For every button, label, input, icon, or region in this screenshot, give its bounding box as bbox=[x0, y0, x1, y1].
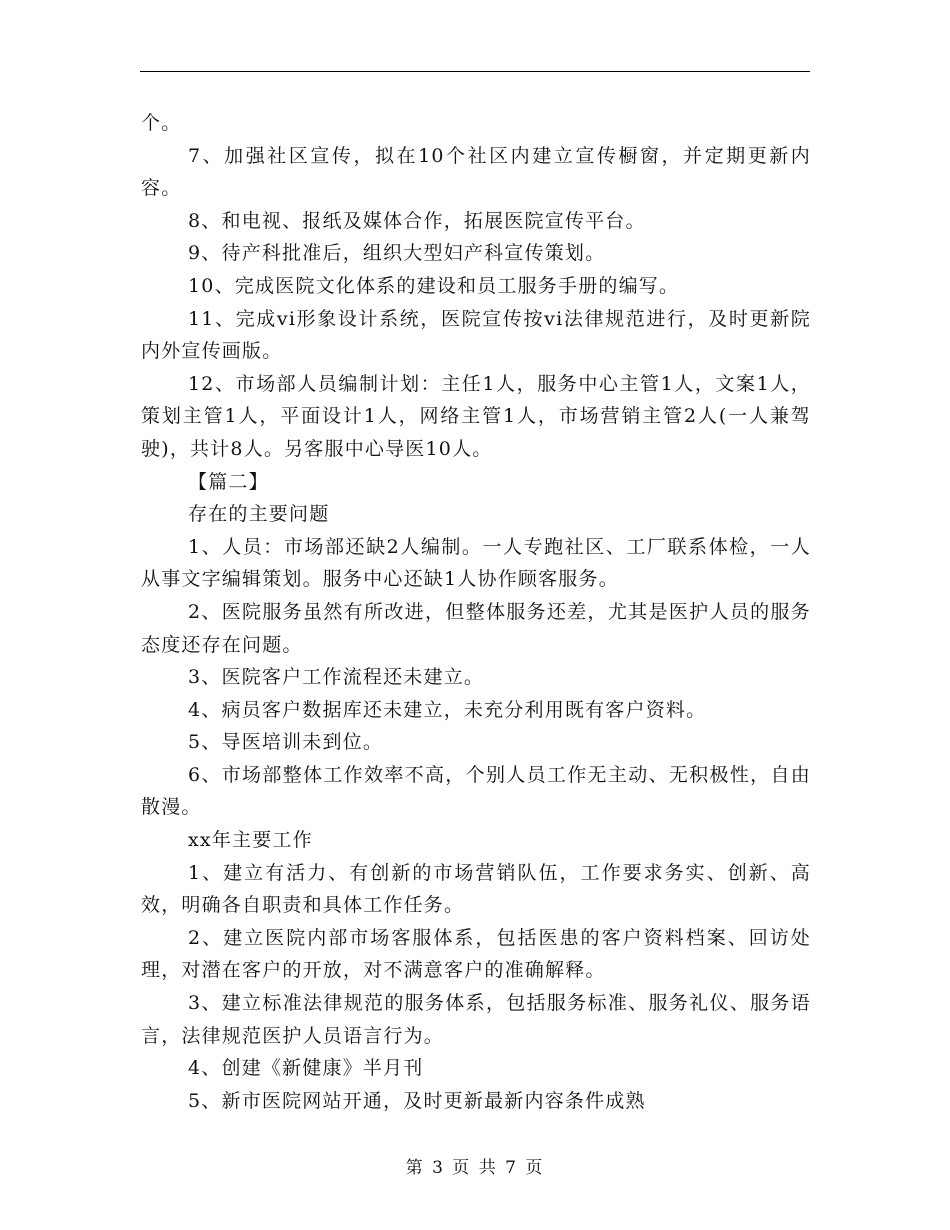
section-heading: 【篇二】 bbox=[188, 470, 269, 493]
page-number: 第 3 页 共 7 页 bbox=[405, 1158, 545, 1178]
subsection-heading: xx年主要工作 bbox=[188, 829, 313, 852]
paragraph: 1、人员：市场部还缺2人编制。一人专跑社区、工厂联系体检，一人从事文字编辑策划。服务中心还缺1人协作顾客服务。 bbox=[141, 535, 811, 591]
paragraph: 2、医院服务虽然有所改进，但整体服务还差，尤其是医护人员的服务态度还存在问题。 bbox=[141, 600, 811, 656]
paragraph: 个。 bbox=[141, 112, 182, 134]
header-rule bbox=[140, 71, 810, 72]
document-body bbox=[141, 107, 811, 1117]
paragraph: 4、创建《新健康》半月刊 bbox=[188, 1057, 424, 1080]
paragraph: 8、和电视、报纸及媒体合作，拓展医院宣传平台。 bbox=[188, 209, 646, 232]
paragraph: 1、建立有活力、有创新的市场营销队伍，工作要求务实、创新、高效，明确各自职责和具体工作任务。 bbox=[141, 861, 811, 917]
paragraph: 5、新市医院网站开通，及时更新最新内容条件成熟 bbox=[188, 1089, 646, 1112]
paragraph: 4、病员客户数据库还未建立，未充分利用既有客户资料。 bbox=[188, 698, 707, 721]
paragraph: 9、待产科批准后，组织大型妇产科宣传策划。 bbox=[188, 242, 606, 265]
paragraph: 6、市场部整体工作效率不高，个别人员工作无主动、无积极性，自由散漫。 bbox=[141, 763, 811, 819]
paragraph: 10、完成医院文化体系的建设和员工服务手册的编写。 bbox=[188, 274, 680, 297]
paragraph: 12、市场部人员编制计划：主任1人，服务中心主管1人，文案1人，策划主管1人，平面设计1人，网络主管1人，市场营销主管2人(一人兼驾驶)，共计8人。另客服中心导医10人。 bbox=[141, 372, 811, 460]
paragraph: 2、建立医院内部市场客服体系，包括医患的客户资料档案、回访处理，对潜在客户的开放，对不满意客户的准确解释。 bbox=[141, 926, 811, 982]
paragraph: 5、导医培训未到位。 bbox=[188, 731, 384, 754]
paragraph: 11、完成vi形象设计系统，医院宣传按vi法律规范进行，及时更新院内外宣传画版。 bbox=[141, 307, 811, 363]
page-footer bbox=[0, 1153, 950, 1178]
subsection-heading: 存在的主要问题 bbox=[188, 503, 330, 526]
paragraph: 3、建立标准法律规范的服务体系，包括服务标准、服务礼仪、服务语言，法律规范医护人员语言行为。 bbox=[141, 992, 811, 1047]
paragraph: 3、医院客户工作流程还未建立。 bbox=[188, 666, 485, 689]
paragraph: 7、加强社区宣传，拟在10个社区内建立宣传橱窗，并定期更新内容。 bbox=[141, 144, 811, 200]
